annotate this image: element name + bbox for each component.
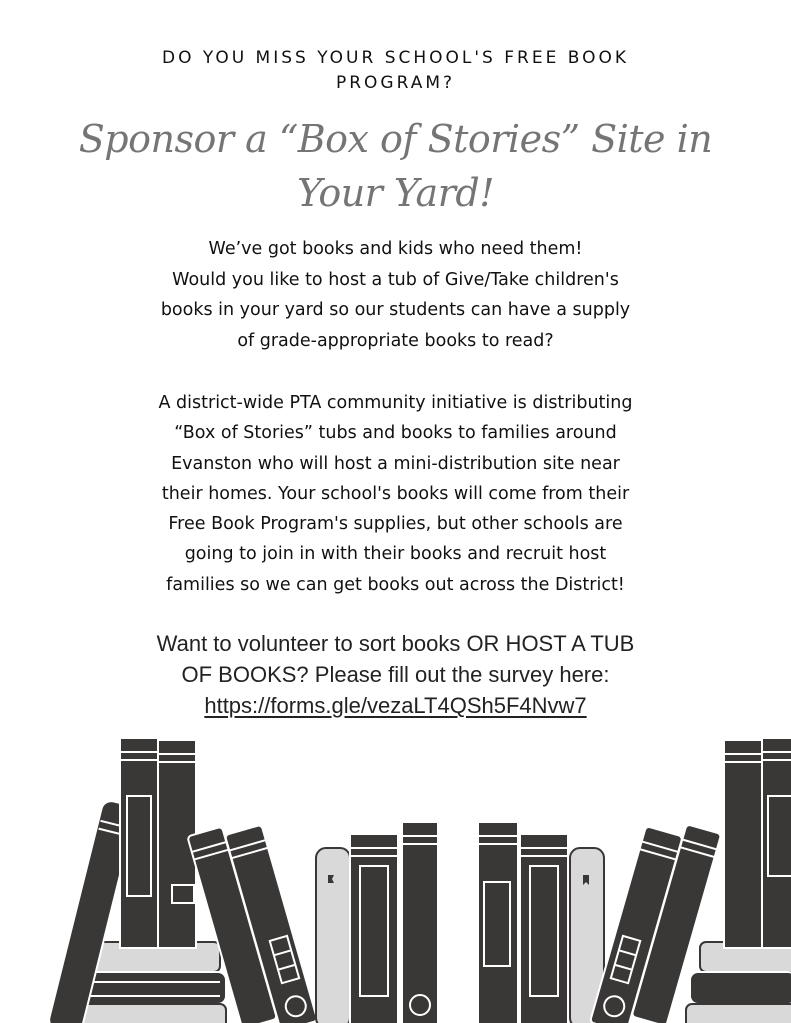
intro-line-3: books in your yard so our students can have a supply xyxy=(160,300,631,320)
stacked-book-right-2 xyxy=(690,972,791,1004)
standing-book-right-2 xyxy=(762,738,791,948)
body-line-4: their homes. Your school's books will come from their xyxy=(161,483,630,504)
center-book-2 xyxy=(350,834,398,1023)
headline-line-2: Your Yard! xyxy=(297,171,494,215)
stacked-book-right-3 xyxy=(686,1004,791,1023)
body-line-2: “Box of Stories” tubs and books to families around xyxy=(174,423,617,444)
call-to-action xyxy=(0,628,791,721)
kicker-line-1: DO YOU MISS YOUR SCHOOL'S FREE BOOK xyxy=(161,48,629,68)
center-book-5 xyxy=(520,834,568,1023)
cta-line-1: Want to volunteer to sort books OR HOST A TUB xyxy=(156,631,635,656)
stacked-book-3 xyxy=(66,1004,226,1023)
survey-link[interactable]: https://forms.gle/vezaLT4QSh5F4Nvw7 xyxy=(204,693,587,718)
intro-line-2: Would you like to host a tub of Give/Take children's xyxy=(172,269,619,290)
center-book-1 xyxy=(316,848,350,1023)
intro-line-1: We’ve got books and kids who need them! xyxy=(208,239,583,259)
body-line-5: Free Book Program's supplies, but other schools are xyxy=(168,514,623,535)
headline-line-1: Sponsor a “Box of Stories” Site in xyxy=(78,117,713,161)
body-line-1: A district-wide PTA community initiative is distributing xyxy=(158,393,633,413)
standing-book-1 xyxy=(120,738,158,948)
body-line-3: Evanston who will host a mini-distribution site near xyxy=(171,453,620,474)
body-line-7: families so we can get books out across the District! xyxy=(166,574,625,595)
flyer-headline xyxy=(0,112,791,220)
cta-line-2: OF BOOKS? Please fill out the survey here: xyxy=(181,662,610,687)
center-book-3 xyxy=(402,822,438,1023)
intro-line-4: of grade-appropriate books to read? xyxy=(237,330,554,351)
center-book-4 xyxy=(478,822,518,1023)
body-line-6: going to join in with their books and recruit host xyxy=(184,544,607,565)
flyer-kicker xyxy=(0,46,791,96)
kicker-line-2: PROGRAM? xyxy=(335,73,456,93)
cta-link-row xyxy=(0,690,791,721)
bookshelf-illustration-icon xyxy=(0,730,791,1023)
standing-book-right-1 xyxy=(724,740,762,948)
intro-paragraph xyxy=(0,234,791,356)
body-paragraph xyxy=(0,388,791,600)
